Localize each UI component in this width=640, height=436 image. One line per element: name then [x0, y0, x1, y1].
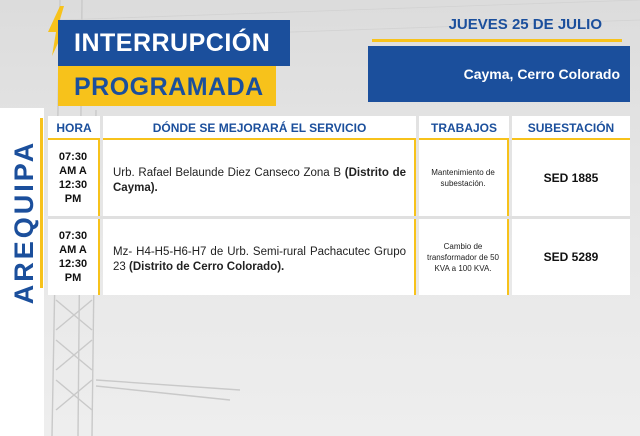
column-header-subestacion: SUBESTACIÓN — [512, 116, 630, 140]
location-district: (Distrito de Cerro Colorado). — [129, 261, 285, 273]
time-start: 07:30 — [58, 230, 88, 242]
region-label: AREQUIPA — [9, 139, 39, 305]
time-end: 12:30 — [58, 258, 88, 270]
date-underline — [372, 39, 622, 42]
time-end-suffix: PM — [64, 272, 82, 284]
location-cell — [103, 140, 416, 216]
date-label: JUEVES 25 DE JULIO — [448, 16, 602, 33]
location-cell — [103, 219, 416, 295]
column-header-trabajos: TRABAJOS — [419, 116, 509, 140]
title-interrupcion: INTERRUPCIÓN — [58, 20, 290, 66]
time-cell — [48, 219, 100, 295]
title-programada: PROGRAMADA — [58, 66, 276, 106]
column-header-donde: DÓNDE SE MEJORARÁ EL SERVICIO — [103, 116, 416, 140]
location-text: Urb. Rafael Belaunde Diez Canseco Zona B — [113, 167, 345, 179]
column-header-hora: HORA — [48, 116, 100, 140]
time-start-suffix: AM A — [59, 244, 87, 256]
time-start: 07:30 — [58, 151, 88, 163]
location-text: Mz- H4-H5-H6-H7 de Urb. Semi-rural Pachacutec Grupo 23 — [113, 246, 406, 273]
work-cell: Cambio de transformador de 50 KVA a 100 KVA. — [419, 219, 509, 295]
work-cell: Mantenimiento de subestación. — [419, 140, 509, 216]
table-header-row — [48, 116, 630, 140]
table-row — [48, 140, 630, 216]
time-cell — [48, 140, 100, 216]
location-district: (Distrito de Cayma). — [113, 167, 406, 194]
substation-cell: SED 5289 — [512, 219, 630, 295]
substation-cell: SED 1885 — [512, 140, 630, 216]
district-banner: Cayma, Cerro Colorado — [368, 46, 630, 102]
table-row — [48, 219, 630, 295]
time-start-suffix: AM A — [59, 165, 87, 177]
time-end: 12:30 — [58, 179, 88, 191]
time-end-suffix: PM — [64, 193, 82, 205]
